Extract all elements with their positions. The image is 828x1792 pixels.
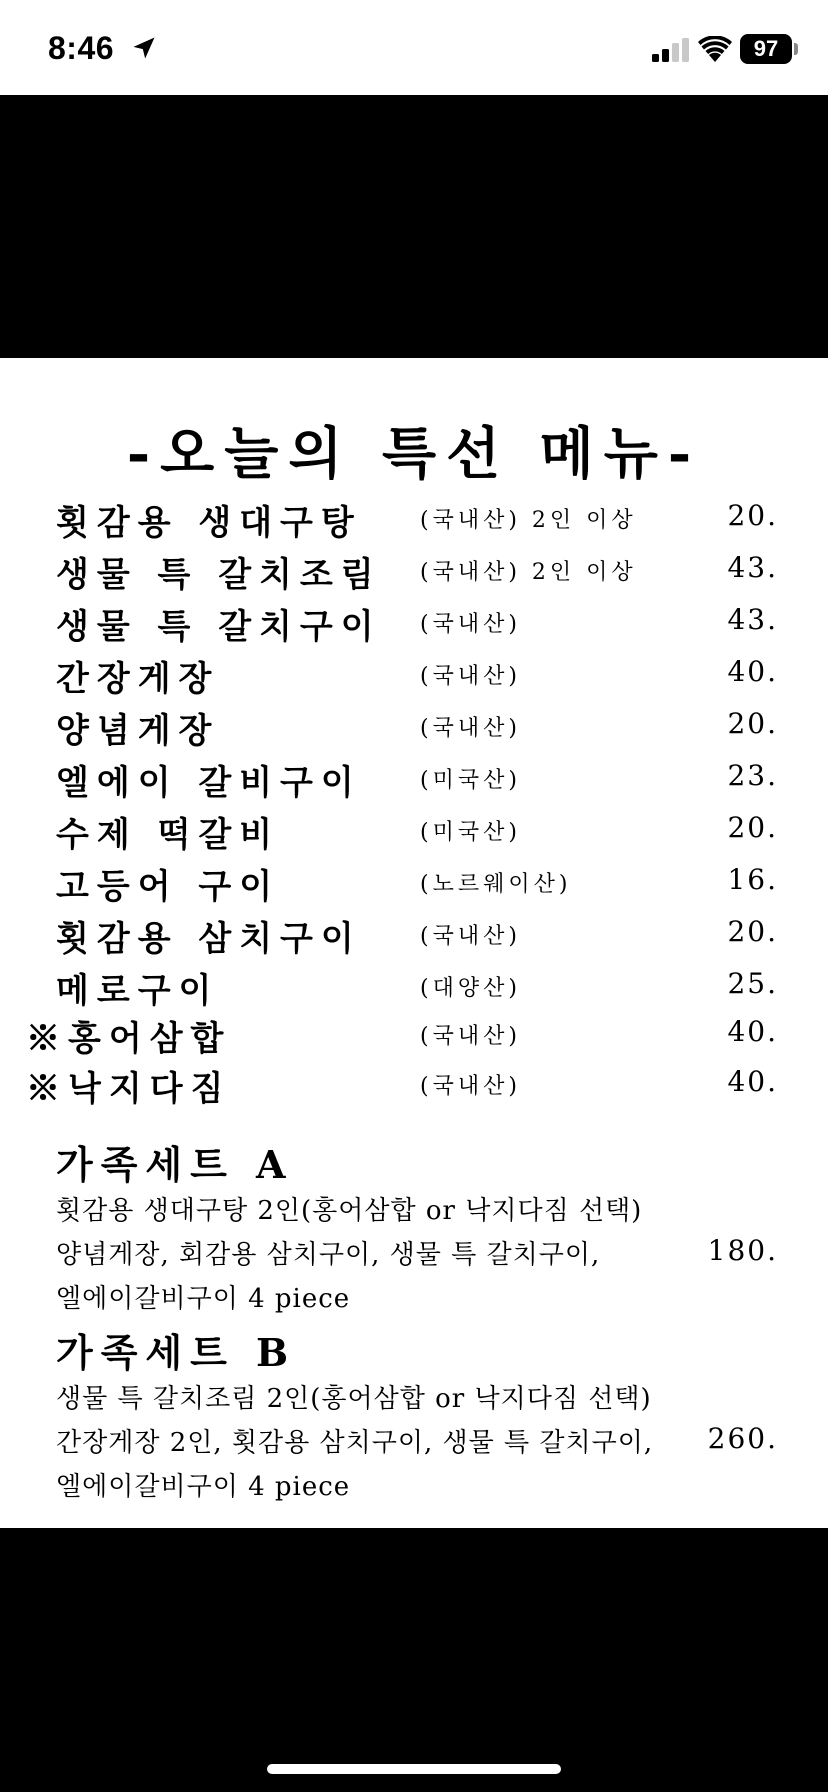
menu-item-name: 고등어 구이 <box>56 867 281 907</box>
menu-item-origin: (국내산) <box>420 1024 521 1049</box>
menu-item-origin: (국내산) 2인 이상 <box>420 508 637 533</box>
menu-item-price: 40. <box>727 655 778 688</box>
menu-item-price: 20. <box>727 499 778 532</box>
menu-item-origin: (국내산) <box>420 716 521 741</box>
wifi-icon <box>698 36 732 62</box>
menu-item-name: 양념게장 <box>56 711 220 751</box>
menu-item-name: 횟감용 생대구탕 <box>56 503 362 543</box>
home-indicator[interactable] <box>267 1764 561 1774</box>
image-letterbox-top <box>0 95 828 358</box>
menu-item-name: 엘에이 갈비구이 <box>56 763 362 803</box>
menu-item <box>0 859 828 907</box>
menu-item-name: ※낙지다짐 <box>26 1069 232 1109</box>
set-a-price: 180. <box>707 1234 778 1267</box>
set-a-line: 엘에이갈비구이 4 piece <box>56 1284 351 1314</box>
menu-item-name: 간장게장 <box>56 659 220 699</box>
menu-item-name: ※홍어삼합 <box>26 1019 232 1059</box>
set-b-line: 간장게장 2인, 횟감용 삼치구이, 생물 특 갈치구이, <box>56 1428 654 1458</box>
menu-item-name: 생물 특 갈치구이 <box>56 607 382 647</box>
menu-item-price: 43. <box>727 603 778 636</box>
menu-item-origin: (국내산) <box>420 612 521 637</box>
menu-item <box>0 547 828 595</box>
menu-item <box>0 807 828 855</box>
battery-nub <box>794 43 798 55</box>
menu-title: -오늘의 특선 메뉴- <box>126 421 702 487</box>
menu-item-origin: (국내산) <box>420 924 521 949</box>
menu-item <box>0 911 828 959</box>
menu-item-price: 40. <box>727 1065 778 1098</box>
menu-item-origin: (국내산) <box>420 1074 521 1099</box>
menu-item-price: 43. <box>727 551 778 584</box>
location-arrow-icon <box>130 34 158 62</box>
menu-item-price: 20. <box>727 915 778 948</box>
menu-item-origin: (대양산) <box>420 976 521 1001</box>
menu-item <box>0 1061 828 1109</box>
status-bar <box>0 0 828 95</box>
menu-item <box>0 755 828 803</box>
menu-item-name: 횟감용 삼치구이 <box>56 919 362 959</box>
menu-item <box>0 963 828 1011</box>
set-a-line: 양념게장, 회감용 삼치구이, 생물 특 갈치구이, <box>56 1240 601 1270</box>
menu-item-price: 20. <box>727 707 778 740</box>
menu-item-price: 16. <box>727 863 778 896</box>
menu-item-price: 25. <box>727 967 778 1000</box>
menu-item-price: 40. <box>727 1015 778 1048</box>
menu-item <box>0 703 828 751</box>
signal-icon <box>652 38 692 62</box>
menu-item <box>0 599 828 647</box>
menu-item-origin: (국내산) 2인 이상 <box>420 560 637 585</box>
image-letterbox-bottom <box>0 1528 828 1792</box>
menu-item-origin: (미국산) <box>420 820 521 845</box>
menu-item-price: 20. <box>727 811 778 844</box>
menu-item-name: 수제 떡갈비 <box>56 815 281 855</box>
set-b-line: 엘에이갈비구이 4 piece <box>56 1472 351 1502</box>
battery-icon: 97 <box>740 34 792 64</box>
set-a-title: 가족세트 A <box>56 1142 294 1187</box>
menu-item-origin: (노르웨이산) <box>420 872 572 897</box>
menu-item <box>0 495 828 543</box>
menu-item <box>0 651 828 699</box>
set-b-line: 생물 특 갈치조림 2인(홍어삼합 or 낙지다짐 선택) <box>56 1384 652 1414</box>
status-time: 8:46 <box>48 30 115 66</box>
menu-image[interactable] <box>0 358 828 1528</box>
set-b-price: 260. <box>707 1422 778 1455</box>
menu-item-name: 메로구이 <box>56 971 220 1011</box>
menu-item-origin: (국내산) <box>420 664 521 689</box>
set-a-line: 횟감용 생대구탕 2인(홍어삼합 or 낙지다짐 선택) <box>56 1196 643 1226</box>
menu-item-price: 23. <box>727 759 778 792</box>
set-b-title: 가족세트 B <box>56 1330 297 1375</box>
menu-item-name: 생물 특 갈치조림 <box>56 555 382 595</box>
menu-item-origin: (미국산) <box>420 768 521 793</box>
menu-item <box>0 1011 828 1059</box>
